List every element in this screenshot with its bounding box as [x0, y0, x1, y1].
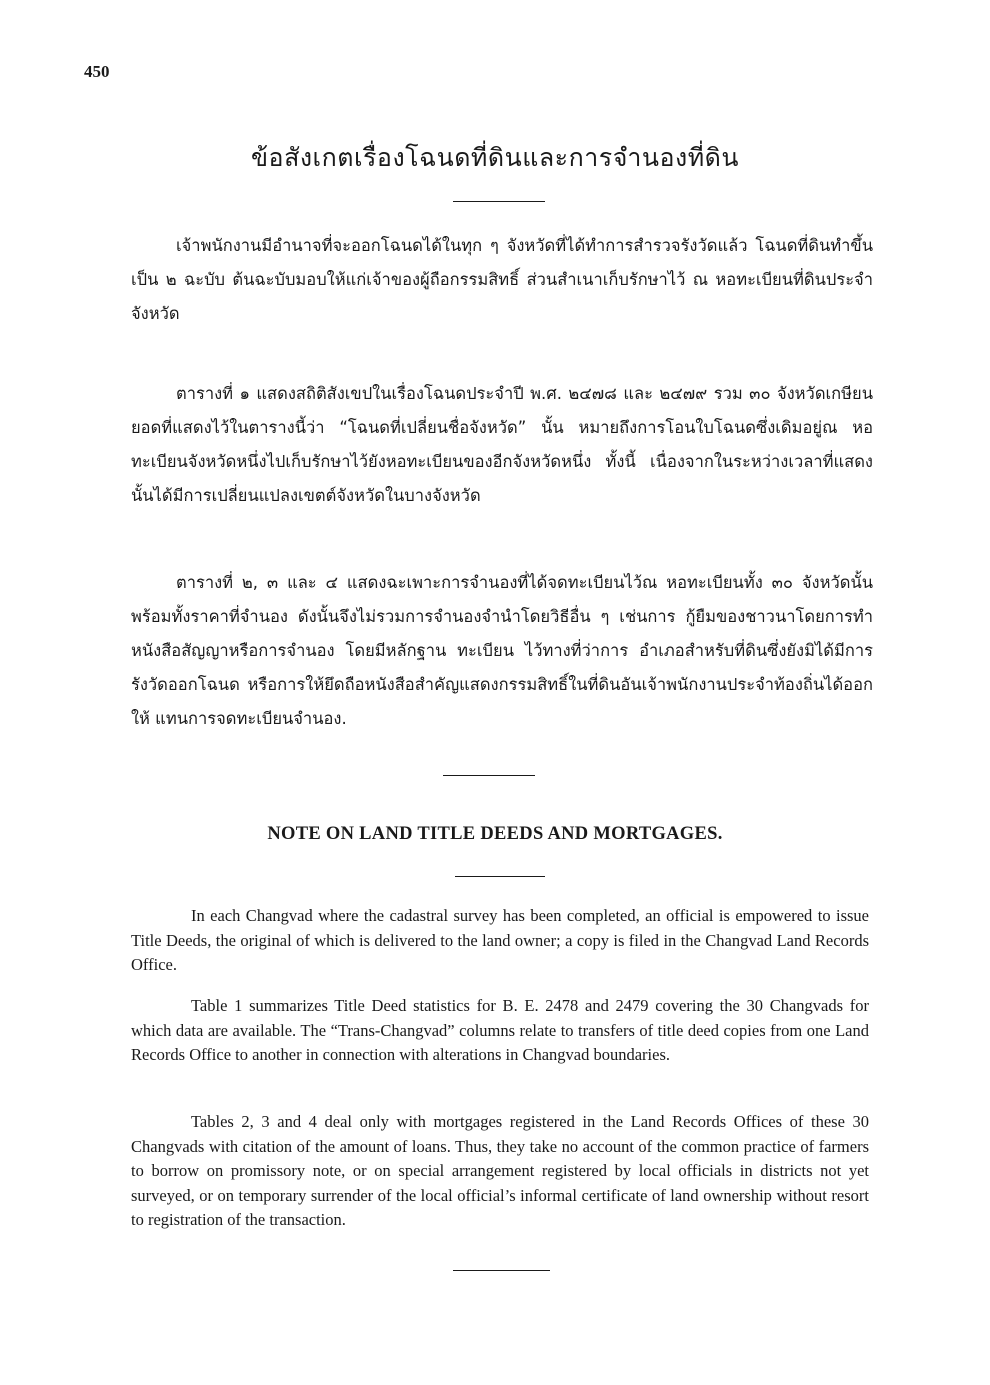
- english-title: NOTE ON LAND TITLE DEEDS AND MORTGAGES.: [267, 824, 723, 844]
- title-divider: [453, 201, 545, 202]
- section-divider: [443, 775, 535, 776]
- english-paragraph: Table 1 summarizes Title Deed statistics for B. E. 2478 and 2479 covering the 30 Changvads for which data are available. The “Trans-Changvad” columns relate to transfers of title deed copies from one Land Records Office to another in connection with alterations in Changvad boundaries.: [131, 996, 869, 1064]
- page-number: 450: [84, 62, 110, 81]
- english-title-divider: [455, 876, 545, 877]
- thai-paragraph: ตารางที่ ๒, ๓ และ ๔ แสดงฉะเพาะการจำนองที่ได้จดทะเบียนไว้ณ หอทะเบียนทั้ง ๓๐ จังหวัดนั้น พร้อมทั้งราคาที่จำนอง ดังนั้นจึงไม่รวมการจำนองจำนำโดยวิธีอื่น ๆ เช่นการ กู้ยืมของชาวนาโดยการทำหนังสือสัญญาหรือการจำนอง โดยมีหลักฐาน ทะเบียน ไว้ทางที่ว่าการ อำเภอสำหรับที่ดินซึ่งยังมิได้มีการรังวัดออกโฉนด หรือการให้ยึดถือหนังสือสำคัญแสดงกรรมสิทธิ์ในที่ดินอันเจ้าพนักงานประจำท้องถิ่นได้ออกให้ แทนการจดทะเบียนจำนอง.: [131, 573, 873, 728]
- end-divider: [453, 1270, 550, 1271]
- english-paragraph: In each Changvad where the cadastral survey has been completed, an official is empowered to issue Title Deeds, the original of which is delivered to the land owner; a copy is filed in the Changvad Land Records Office.: [131, 906, 869, 974]
- thai-paragraph: ตารางที่ ๑ แสดงสถิติสังเขปในเรื่องโฉนดประจำปี พ.ศ. ๒๔๗๘ และ ๒๔๗๙ รวม ๓๐ จังหวัดเกษียนยอดที่แสดงไว้ในตารางนี้ว่า “โฉนดที่เปลี่ยนชื่อจังหวัด” นั้น หมายถึงการโอนใบโฉนดซึ่งเดิมอยู่ณ หอทะเบียนจังหวัดหนึ่งไปเก็บรักษาไว้ยังหอทะเบียนของอีกจังหวัดหนึ่ง ทั้งนี้ เนื่องจากในระหว่างเวลาที่แสดงนั้นได้มีการเปลี่ยนแปลงเขตต์จังหวัดในบางจังหวัด: [131, 384, 873, 505]
- thai-paragraph: เจ้าพนักงานมีอำนาจที่จะออกโฉนดได้ในทุก ๆ จังหวัดที่ได้ทำการสำรวจรังวัดแล้ว โฉนดที่ดินทำขึ้นเป็น ๒ ฉะบับ ต้นฉะบับมอบให้แก่เจ้าของผู้ถือกรรมสิทธิ์ ส่วนสำเนาเก็บรักษาไว้ ณ หอทะเบียนที่ดินประจำจังหวัด: [131, 236, 873, 323]
- english-paragraph: Tables 2, 3 and 4 deal only with mortgages registered in the Land Records Offices of these 30 Changvads with citation of the amount of loans. Thus, they take no account of the common practice of farmers to borrow on promissory note, or on special arrangement registered by local officials in districts not yet surveyed, or on temporary surrender of the local official’s informal certificate of land ownership without resort to registration of the transaction.: [131, 1112, 869, 1229]
- thai-title: ข้อสังเกตเรื่องโฉนดที่ดินและการจำนองที่ดิน: [250, 143, 740, 172]
